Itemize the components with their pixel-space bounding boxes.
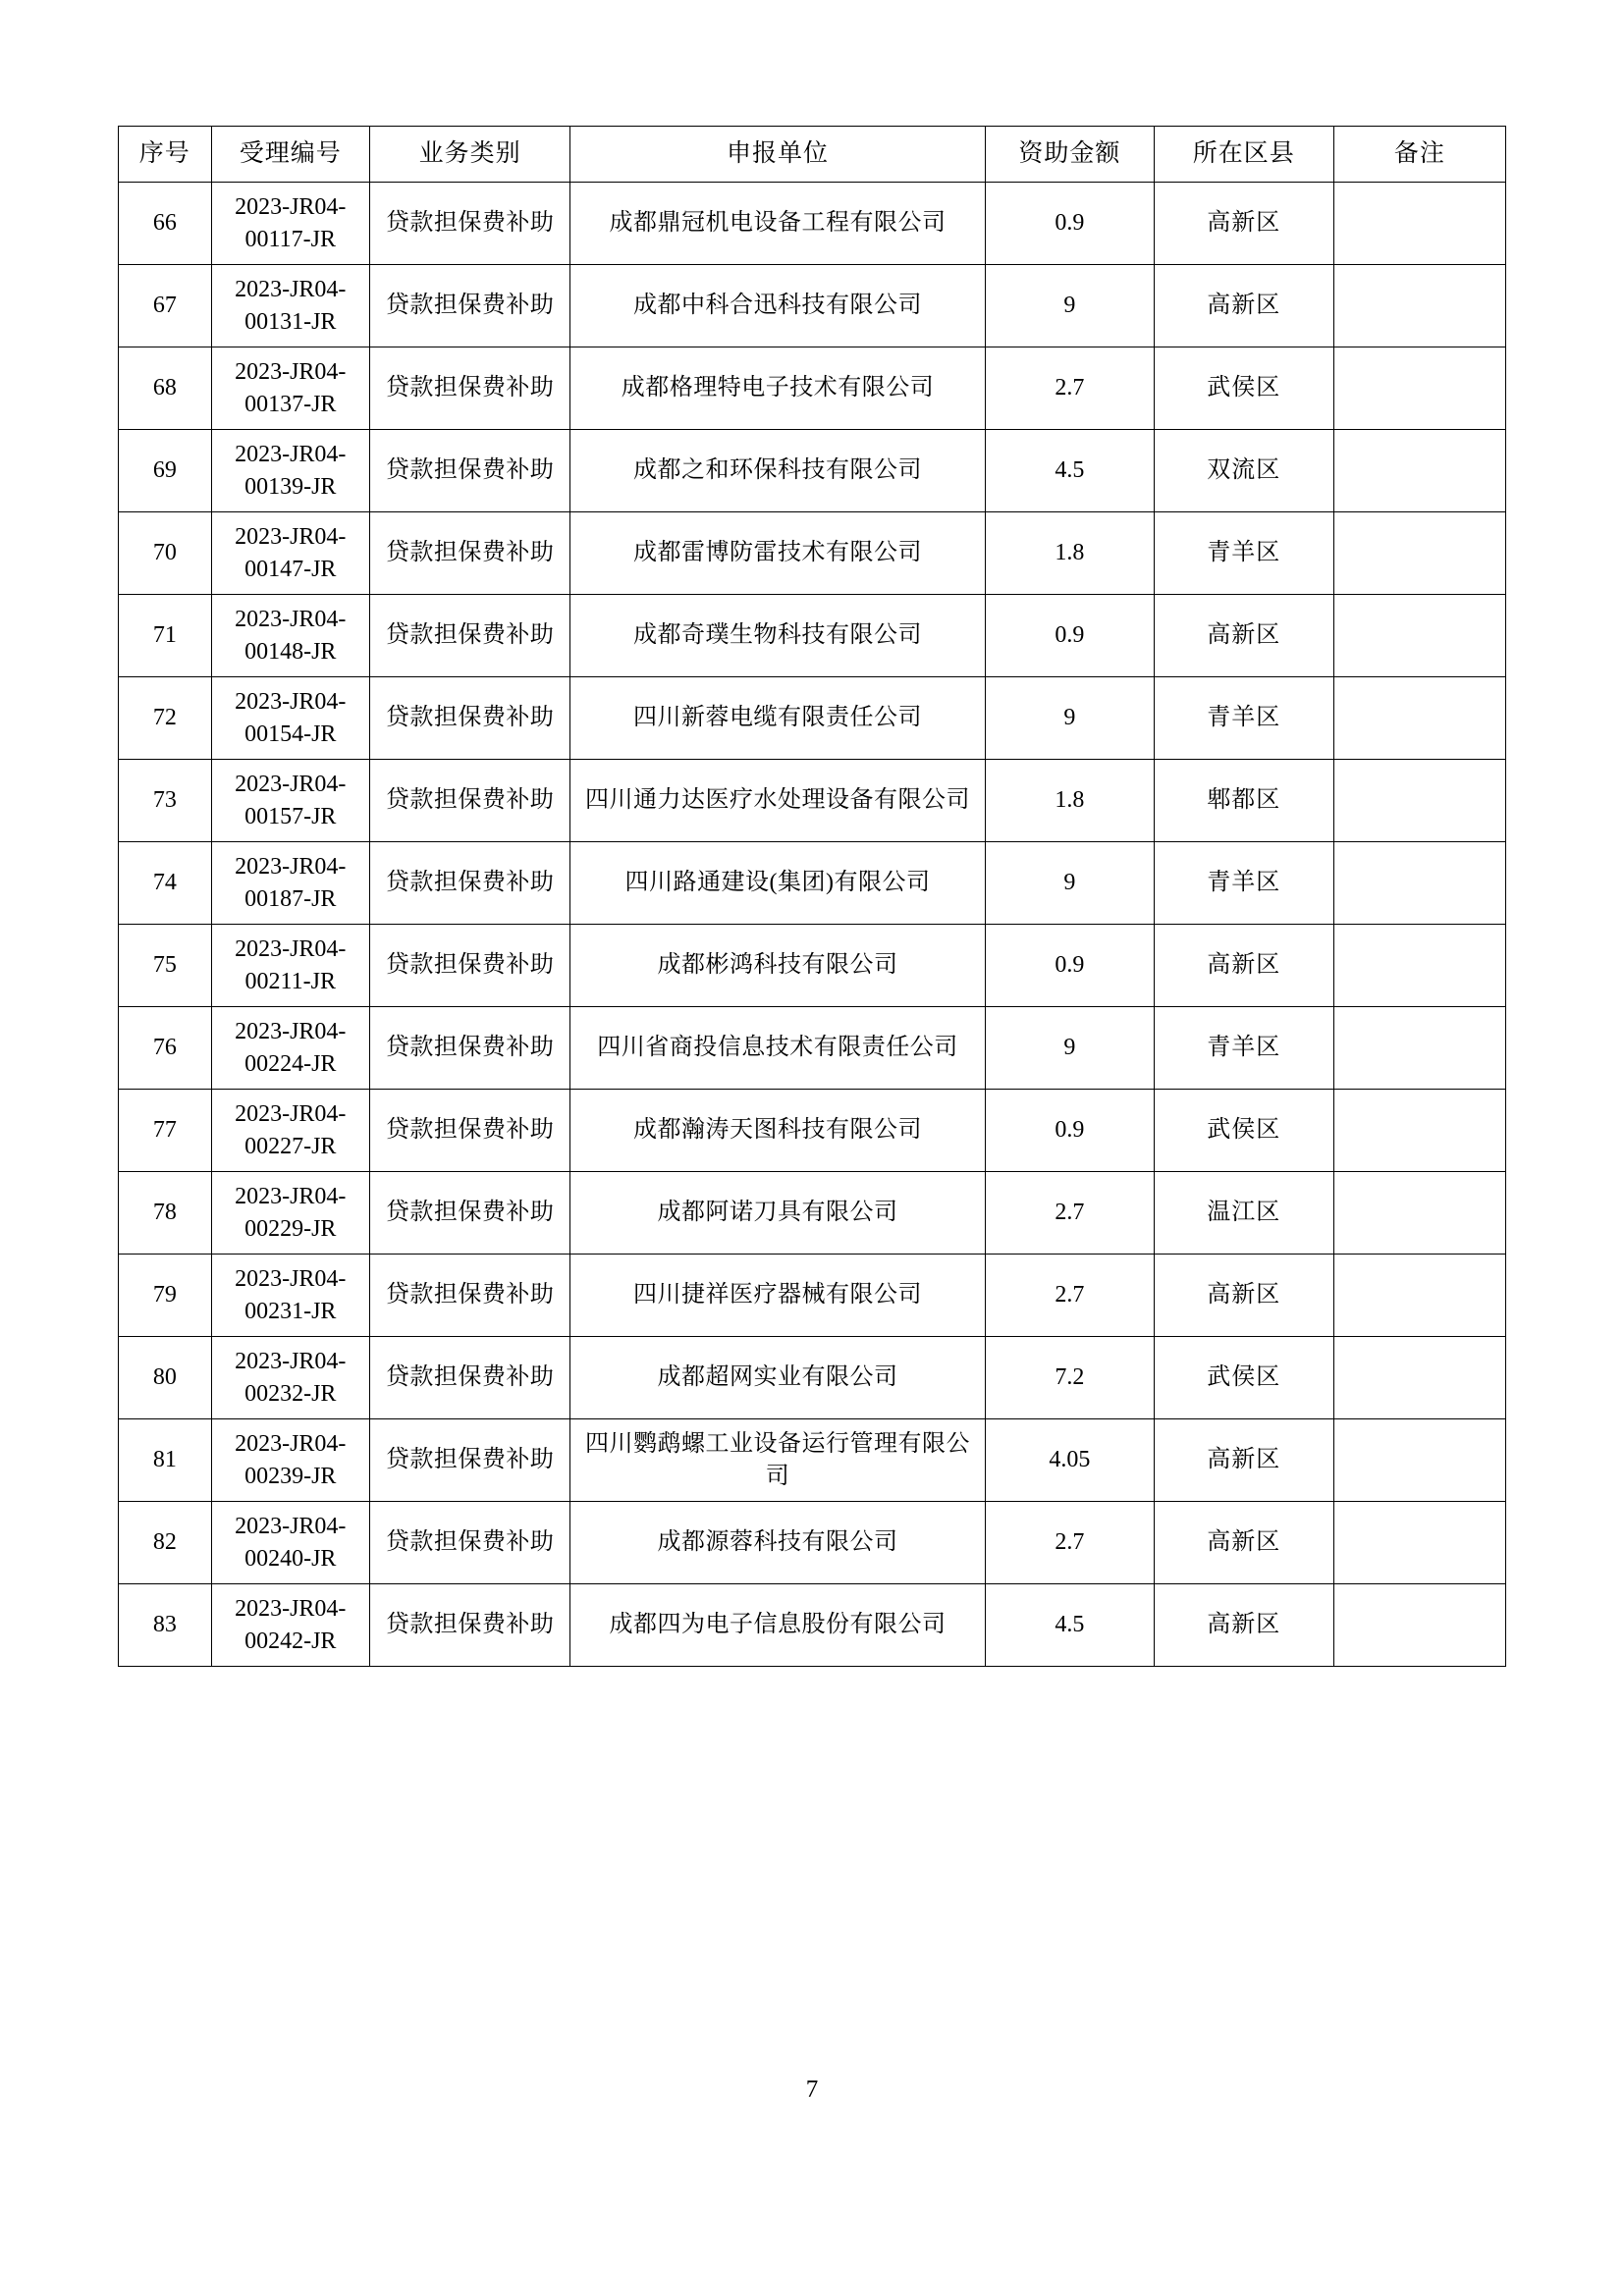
table-row — [119, 1337, 1506, 1419]
cell-type: 贷款担保费补助 — [369, 1337, 569, 1419]
cell-district: 高新区 — [1154, 183, 1333, 265]
cell-unit: 四川路通建设(集团)有限公司 — [570, 842, 986, 925]
cell-amount: 9 — [985, 1007, 1154, 1090]
cell-seq: 74 — [119, 842, 212, 925]
cell-district: 青羊区 — [1154, 677, 1333, 760]
cell-amount: 0.9 — [985, 183, 1154, 265]
cell-code-line1: 2023-JR04- — [235, 442, 347, 468]
cell-code — [211, 1172, 369, 1255]
cell-unit: 成都之和环保科技有限公司 — [570, 430, 986, 512]
cell-district: 高新区 — [1154, 1584, 1333, 1667]
cell-code-line2: 00137-JR — [244, 391, 337, 417]
cell-code-line2: 00139-JR — [244, 473, 337, 500]
cell-remark — [1333, 1584, 1505, 1667]
cell-type: 贷款担保费补助 — [369, 1502, 569, 1584]
cell-type: 贷款担保费补助 — [369, 430, 569, 512]
cell-seq: 76 — [119, 1007, 212, 1090]
column-header-type: 业务类别 — [369, 127, 569, 183]
cell-remark — [1333, 842, 1505, 925]
cell-district: 高新区 — [1154, 925, 1333, 1007]
cell-code — [211, 512, 369, 595]
cell-remark — [1333, 925, 1505, 1007]
cell-code-line1: 2023-JR04- — [235, 854, 347, 881]
cell-amount: 7.2 — [985, 1337, 1154, 1419]
cell-amount: 4.5 — [985, 1584, 1154, 1667]
table-row — [119, 1584, 1506, 1667]
cell-amount: 4.05 — [985, 1419, 1154, 1502]
cell-unit: 成都超网实业有限公司 — [570, 1337, 986, 1419]
cell-remark — [1333, 183, 1505, 265]
cell-seq: 71 — [119, 595, 212, 677]
table-row — [119, 183, 1506, 265]
cell-code — [211, 430, 369, 512]
cell-code-line1: 2023-JR04- — [235, 524, 347, 551]
cell-district: 高新区 — [1154, 1419, 1333, 1502]
cell-code — [211, 1337, 369, 1419]
table-row — [119, 595, 1506, 677]
cell-code-line2: 00157-JR — [244, 803, 337, 829]
cell-remark — [1333, 1502, 1505, 1584]
cell-district: 高新区 — [1154, 595, 1333, 677]
table-row — [119, 1090, 1506, 1172]
cell-amount: 0.9 — [985, 925, 1154, 1007]
table-header-row — [119, 127, 1506, 183]
cell-code-line2: 00131-JR — [244, 308, 337, 335]
cell-code-line1: 2023-JR04- — [235, 689, 347, 716]
cell-code-line2: 00187-JR — [244, 885, 337, 912]
cell-code-line1: 2023-JR04- — [235, 1019, 347, 1045]
cell-remark — [1333, 760, 1505, 842]
cell-unit: 成都瀚涛天图科技有限公司 — [570, 1090, 986, 1172]
cell-unit: 成都奇璞生物科技有限公司 — [570, 595, 986, 677]
cell-type: 贷款担保费补助 — [369, 1172, 569, 1255]
cell-unit: 成都阿诺刀具有限公司 — [570, 1172, 986, 1255]
cell-amount: 9 — [985, 677, 1154, 760]
cell-unit: 成都雷博防雷技术有限公司 — [570, 512, 986, 595]
cell-remark — [1333, 677, 1505, 760]
cell-district: 高新区 — [1154, 1502, 1333, 1584]
cell-code — [211, 595, 369, 677]
cell-type: 贷款担保费补助 — [369, 512, 569, 595]
cell-unit: 成都四为电子信息股份有限公司 — [570, 1584, 986, 1667]
cell-district: 双流区 — [1154, 430, 1333, 512]
cell-unit: 成都彬鸿科技有限公司 — [570, 925, 986, 1007]
cell-code-line1: 2023-JR04- — [235, 359, 347, 386]
cell-remark — [1333, 595, 1505, 677]
cell-type: 贷款担保费补助 — [369, 1007, 569, 1090]
cell-amount: 2.7 — [985, 1255, 1154, 1337]
cell-code-line1: 2023-JR04- — [235, 1101, 347, 1128]
cell-code — [211, 265, 369, 347]
cell-code-line2: 00154-JR — [244, 721, 337, 747]
cell-code-line1: 2023-JR04- — [235, 277, 347, 303]
cell-seq: 72 — [119, 677, 212, 760]
cell-remark — [1333, 430, 1505, 512]
cell-code-line2: 00227-JR — [244, 1133, 337, 1159]
cell-district: 武侯区 — [1154, 1337, 1333, 1419]
cell-type: 贷款担保费补助 — [369, 265, 569, 347]
cell-code-line2: 00239-JR — [244, 1463, 337, 1489]
table-row — [119, 1419, 1506, 1502]
cell-unit: 成都源蓉科技有限公司 — [570, 1502, 986, 1584]
table-row — [119, 347, 1506, 430]
cell-code-line1: 2023-JR04- — [235, 1431, 347, 1458]
table-row — [119, 1007, 1506, 1090]
cell-unit: 四川新蓉电缆有限责任公司 — [570, 677, 986, 760]
cell-type: 贷款担保费补助 — [369, 1584, 569, 1667]
table-row — [119, 925, 1506, 1007]
cell-district: 青羊区 — [1154, 1007, 1333, 1090]
cell-code-line2: 00242-JR — [244, 1628, 337, 1654]
cell-district: 武侯区 — [1154, 1090, 1333, 1172]
cell-amount: 1.8 — [985, 512, 1154, 595]
cell-code-line1: 2023-JR04- — [235, 772, 347, 798]
cell-unit: 成都格理特电子技术有限公司 — [570, 347, 986, 430]
cell-district: 青羊区 — [1154, 842, 1333, 925]
cell-remark — [1333, 1255, 1505, 1337]
cell-type: 贷款担保费补助 — [369, 1255, 569, 1337]
cell-code — [211, 677, 369, 760]
cell-type: 贷款担保费补助 — [369, 842, 569, 925]
cell-code-line1: 2023-JR04- — [235, 1266, 347, 1293]
table-row — [119, 430, 1506, 512]
cell-remark — [1333, 1007, 1505, 1090]
cell-seq: 78 — [119, 1172, 212, 1255]
table-row — [119, 1172, 1506, 1255]
table-row — [119, 1502, 1506, 1584]
cell-district: 温江区 — [1154, 1172, 1333, 1255]
cell-remark — [1333, 512, 1505, 595]
cell-code-line2: 00231-JR — [244, 1298, 337, 1324]
cell-code-line2: 00148-JR — [244, 638, 337, 665]
cell-remark — [1333, 1337, 1505, 1419]
column-header-code: 受理编号 — [211, 127, 369, 183]
cell-type: 贷款担保费补助 — [369, 677, 569, 760]
cell-amount: 2.7 — [985, 347, 1154, 430]
cell-seq: 67 — [119, 265, 212, 347]
cell-seq: 81 — [119, 1419, 212, 1502]
cell-code-line1: 2023-JR04- — [235, 194, 347, 221]
cell-seq: 68 — [119, 347, 212, 430]
cell-amount: 4.5 — [985, 430, 1154, 512]
cell-code — [211, 760, 369, 842]
cell-unit: 四川省商投信息技术有限责任公司 — [570, 1007, 986, 1090]
cell-type: 贷款担保费补助 — [369, 1419, 569, 1502]
cell-type: 贷款担保费补助 — [369, 183, 569, 265]
table-row — [119, 760, 1506, 842]
cell-code-line2: 00232-JR — [244, 1380, 337, 1407]
cell-seq: 75 — [119, 925, 212, 1007]
column-header-seq: 序号 — [119, 127, 212, 183]
cell-seq: 80 — [119, 1337, 212, 1419]
cell-district: 郫都区 — [1154, 760, 1333, 842]
cell-seq: 79 — [119, 1255, 212, 1337]
cell-type: 贷款担保费补助 — [369, 925, 569, 1007]
cell-code-line2: 00147-JR — [244, 556, 337, 582]
cell-unit: 四川捷祥医疗器械有限公司 — [570, 1255, 986, 1337]
table-row — [119, 677, 1506, 760]
cell-code-line2: 00240-JR — [244, 1545, 337, 1572]
column-header-amount: 资助金额 — [985, 127, 1154, 183]
table-row — [119, 1255, 1506, 1337]
cell-code-line1: 2023-JR04- — [235, 1349, 347, 1375]
cell-remark — [1333, 1419, 1505, 1502]
cell-code — [211, 1584, 369, 1667]
cell-amount: 0.9 — [985, 595, 1154, 677]
cell-amount: 2.7 — [985, 1502, 1154, 1584]
cell-seq: 70 — [119, 512, 212, 595]
cell-seq: 82 — [119, 1502, 212, 1584]
cell-code — [211, 925, 369, 1007]
cell-seq: 83 — [119, 1584, 212, 1667]
cell-unit: 成都鼎冠机电设备工程有限公司 — [570, 183, 986, 265]
cell-seq: 69 — [119, 430, 212, 512]
cell-amount: 9 — [985, 842, 1154, 925]
cell-code — [211, 1090, 369, 1172]
column-header-district: 所在区县 — [1154, 127, 1333, 183]
cell-code-line2: 00211-JR — [244, 968, 336, 994]
column-header-unit: 申报单位 — [570, 127, 986, 183]
cell-code-line1: 2023-JR04- — [235, 1184, 347, 1210]
cell-district: 武侯区 — [1154, 347, 1333, 430]
cell-remark — [1333, 1090, 1505, 1172]
cell-unit: 四川鹦鹉螺工业设备运行管理有限公司 — [570, 1419, 986, 1502]
cell-remark — [1333, 1172, 1505, 1255]
cell-seq: 73 — [119, 760, 212, 842]
cell-code — [211, 1419, 369, 1502]
cell-remark — [1333, 347, 1505, 430]
subsidy-table — [118, 126, 1506, 1667]
cell-code — [211, 1007, 369, 1090]
cell-code — [211, 1255, 369, 1337]
cell-district: 高新区 — [1154, 265, 1333, 347]
cell-type: 贷款担保费补助 — [369, 760, 569, 842]
cell-district: 高新区 — [1154, 1255, 1333, 1337]
cell-unit: 四川通力达医疗水处理设备有限公司 — [570, 760, 986, 842]
cell-amount: 0.9 — [985, 1090, 1154, 1172]
cell-code-line1: 2023-JR04- — [235, 607, 347, 633]
cell-code-line1: 2023-JR04- — [235, 1596, 347, 1623]
cell-code-line1: 2023-JR04- — [235, 1514, 347, 1540]
cell-code-line2: 00224-JR — [244, 1050, 337, 1077]
cell-code-line1: 2023-JR04- — [235, 936, 347, 963]
cell-code-line2: 00229-JR — [244, 1215, 337, 1242]
cell-code — [211, 347, 369, 430]
column-header-remark: 备注 — [1333, 127, 1505, 183]
cell-amount: 2.7 — [985, 1172, 1154, 1255]
table-row — [119, 512, 1506, 595]
cell-code — [211, 1502, 369, 1584]
cell-seq: 77 — [119, 1090, 212, 1172]
cell-type: 贷款担保费补助 — [369, 595, 569, 677]
cell-type: 贷款担保费补助 — [369, 1090, 569, 1172]
cell-code — [211, 183, 369, 265]
page-number: 7 — [805, 2076, 819, 2103]
table-row — [119, 265, 1506, 347]
cell-district: 青羊区 — [1154, 512, 1333, 595]
cell-remark — [1333, 265, 1505, 347]
cell-amount: 9 — [985, 265, 1154, 347]
cell-unit: 成都中科合迅科技有限公司 — [570, 265, 986, 347]
cell-amount: 1.8 — [985, 760, 1154, 842]
cell-seq: 66 — [119, 183, 212, 265]
table-header — [119, 127, 1506, 183]
cell-code — [211, 842, 369, 925]
cell-type: 贷款担保费补助 — [369, 347, 569, 430]
cell-code-line2: 00117-JR — [244, 226, 336, 252]
table-row — [119, 842, 1506, 925]
table-body — [119, 183, 1506, 1667]
